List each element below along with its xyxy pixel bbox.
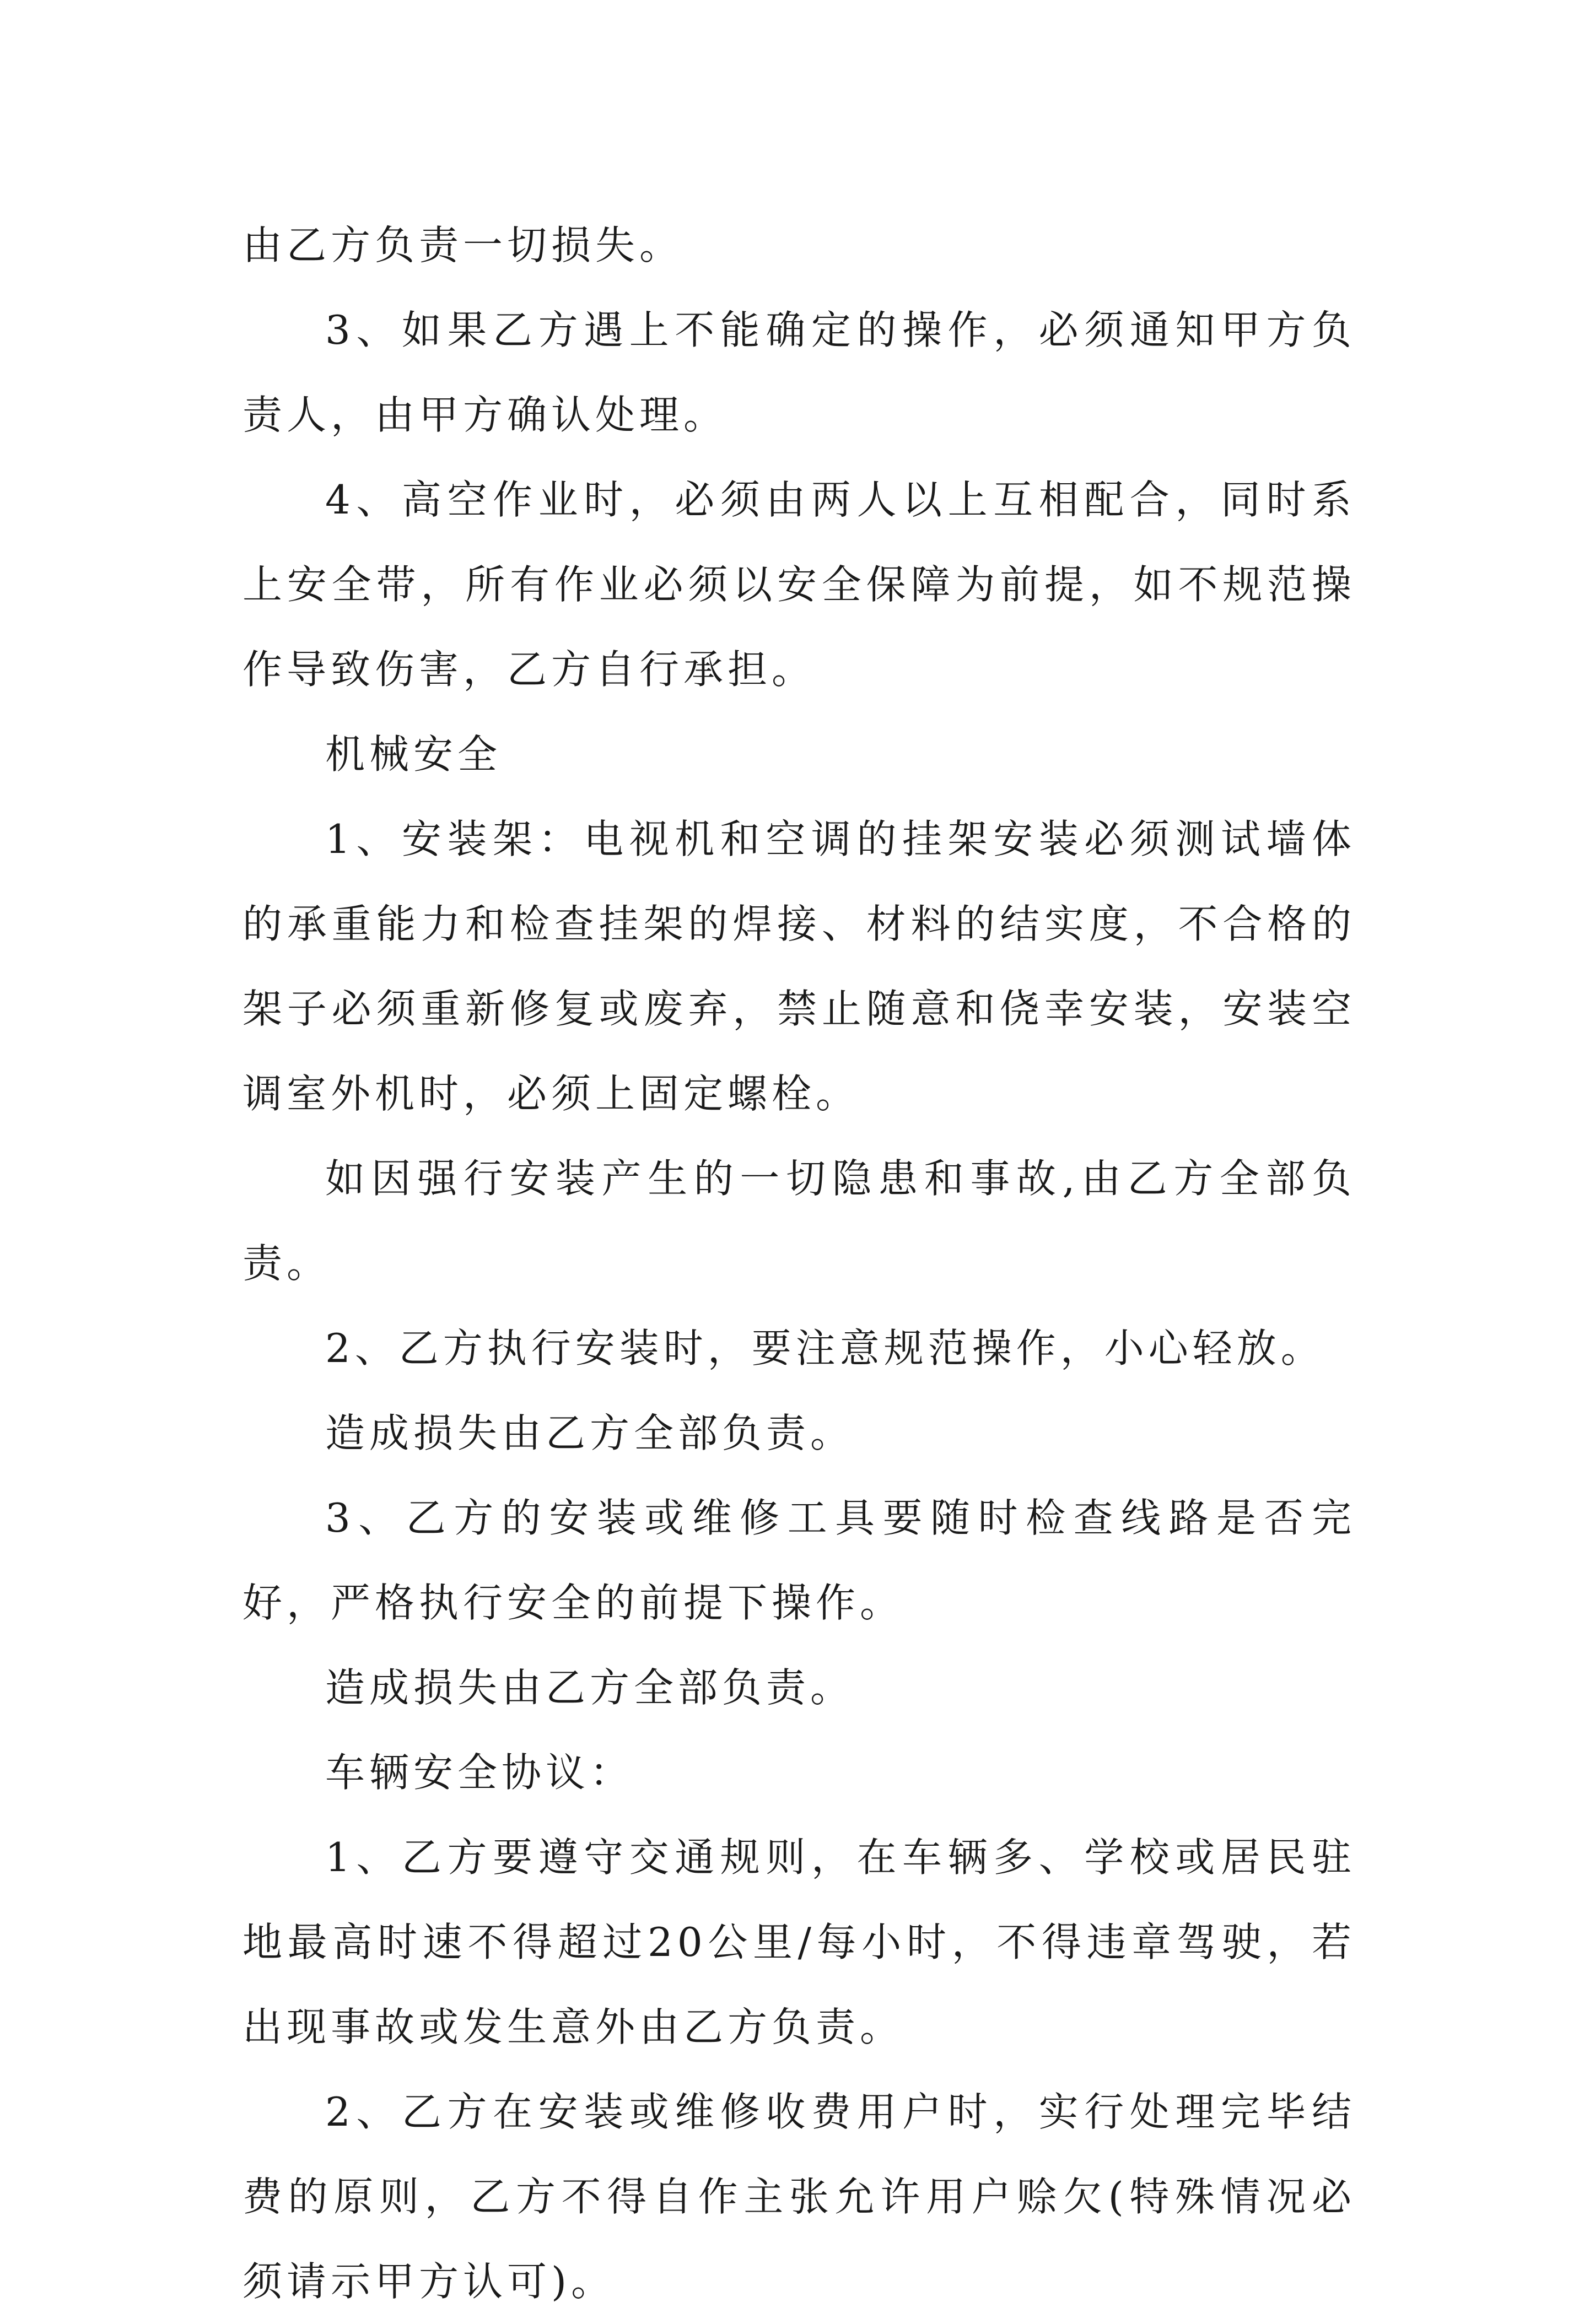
paragraph-8: 造成损失由乙方全部负责。 bbox=[325, 1410, 855, 1456]
paragraph-9: 3、乙方的安装或维修工具要随时检查线路是否完好，严格执行安全的前提下操作。 bbox=[243, 1495, 1356, 1626]
document-body bbox=[243, 203, 1356, 2324]
paragraph-1: 由乙方负责一切损失。 bbox=[243, 222, 684, 268]
paragraph-7: 2、乙方执行安装时，要注意规范操作，小心轻放。 bbox=[325, 1325, 1325, 1371]
paragraph-12: 1、乙方要遵守交通规则，在车辆多、学校或居民驻地最高时速不得超过20公里/每小时，不得违章驾驶，若出现事故或发生意外由乙方负责。 bbox=[243, 1834, 1356, 2050]
section-heading-vehicle-safety: 车辆安全协议： bbox=[325, 1749, 634, 1796]
paragraph-3: 4、高空作业时，必须由两人以上互相配合，同时系上安全带，所有作业必须以安全保障为前提，如不规范操作导致伤害，乙方自行承担。 bbox=[243, 477, 1356, 693]
paragraph-10: 造成损失由乙方全部负责。 bbox=[325, 1664, 855, 1711]
paragraph-13: 2、乙方在安装或维修收费用户时，实行处理完毕结费的原则，乙方不得自作主张允许用户赊欠(特殊情况必须请示甲方认可)。 bbox=[243, 2089, 1356, 2305]
section-heading-machinery-safety: 机械安全 bbox=[325, 731, 502, 777]
paragraph-6: 如因强行安装产生的一切隐患和事故,由乙方全部负责。 bbox=[243, 1155, 1356, 1287]
paragraph-5: 1、安装架：电视机和空调的挂架安装必须测试墙体的承重能力和检查挂架的焊接、材料的结实度，不合格的架子必须重新修复或废弃，禁止随意和侥幸安装，安装空调室外机时，必须上固定螺栓。 bbox=[243, 816, 1356, 1117]
paragraph-2: 3、如果乙方遇上不能确定的操作，必须通知甲方负责人，由甲方确认处理。 bbox=[243, 307, 1356, 438]
